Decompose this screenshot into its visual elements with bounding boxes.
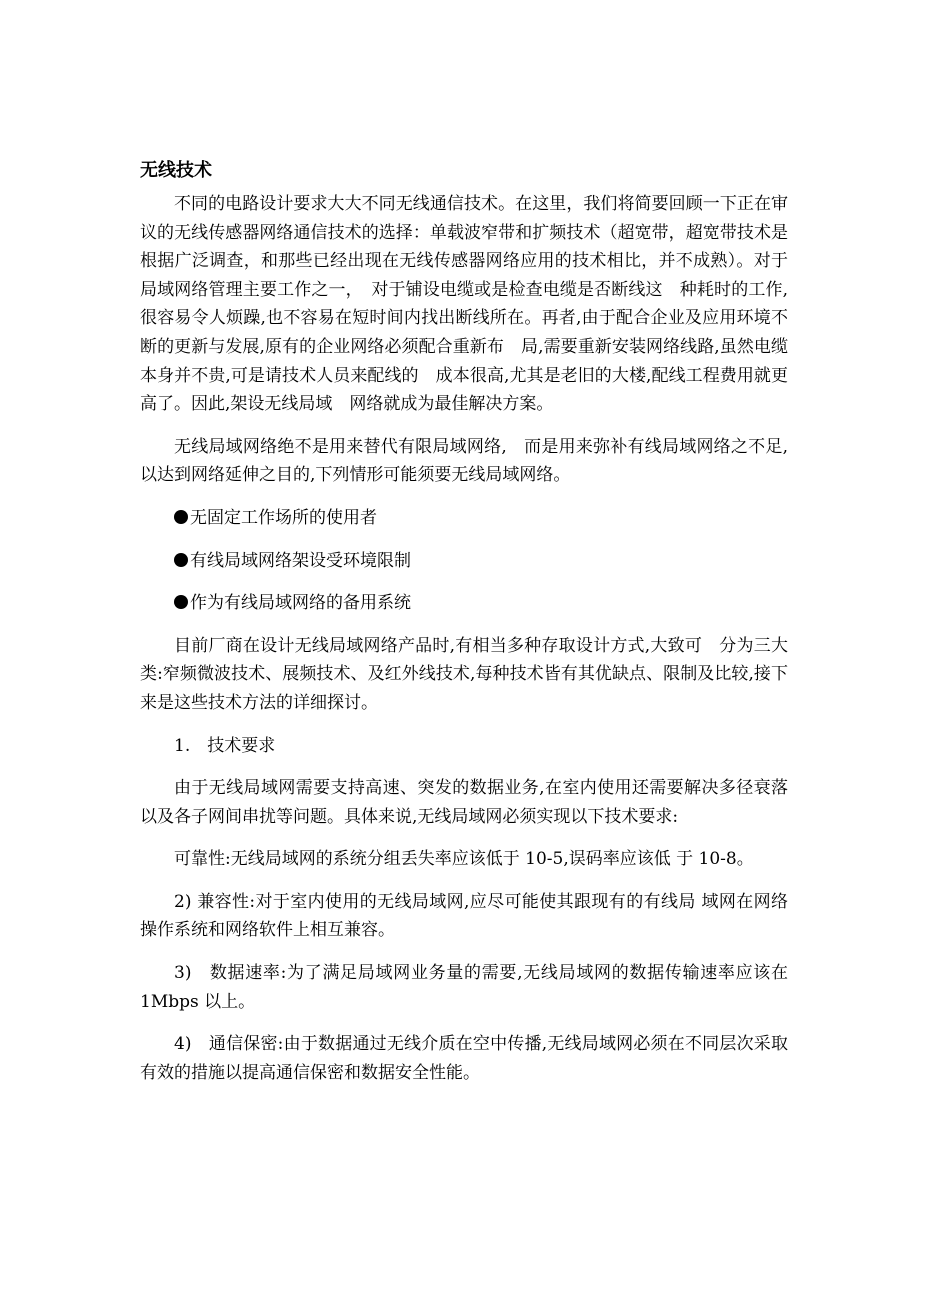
bullet-item [140, 589, 788, 618]
requirement-security: 4) 通信保密:由于数据通过无线介质在空中传播,无线局域网必须在不同层次采取有效的措施以提高通信保密和数据安全性能。 [140, 1034, 788, 1083]
document-title: 无线技术 [140, 160, 212, 181]
bullet-dot-icon [174, 510, 188, 524]
bullet-dot-icon [174, 553, 188, 567]
paragraph-wlan-purpose: 无线局域网络绝不是用来替代有限局域网络, 而是用来弥补有线局域网络之不足,以达到网络延伸之目的,下列情形可能须要无线局域网络。 [140, 436, 788, 486]
bullet-text: 有线局域网络架设受环境限制 [190, 550, 411, 571]
bullet-item [140, 547, 788, 576]
document-body [140, 158, 805, 1101]
paragraph-requirements-intro: 由于无线局域网需要支持高速、突发的数据业务,在室内使用还需要解决多径衰落以及各子网间串扰等问题。具体来说,无线局域网必须实现以下技术要求: [140, 778, 788, 827]
bullet-dot-icon [174, 595, 188, 609]
bullet-text: 作为有线局域网络的备用系统 [190, 593, 411, 614]
bullet-item [140, 504, 788, 533]
paragraph-overview: 不同的电路设计要求大大不同无线通信技术。在这里，我们将简要回顾一下正在审议的无线传感器网络通信技术的选择：单载波窄带和扩频技术（超宽带，超宽带技术是根据广泛调查，和那些已经出现在无线传感器网络应用的技术相比，并不成熟）。对于局域网络管理主要工作之一， 对于铺设电缆或是检查电缆是否断线这 种耗时的工作,很容易令人烦躁,也不容易在短时间内找出断线所在。再者,由于配合企业及应用环境不断的更新与发展,原有的企业网络必须配合重新布 局,需要重新安装网络线路,虽然电缆本身并不贵,可是请技术人员来配线的 成本很高,尤其是老旧的大楼,配线工程费用就更高了。因此,架设无线局域 网络就成为最佳解决方案。 [140, 194, 788, 415]
paragraph-technology-categories: 目前厂商在设计无线局域网络产品时,有相当多种存取设计方式,大致可 分为三大类:窄频微波技术、展频技术、及红外线技术,每种技术皆有其优缺点、限制及比较,接下来是这些技术方法的详细探讨。 [140, 635, 788, 713]
bullet-text: 无固定工作场所的使用者 [190, 507, 377, 528]
requirement-data-rate: 3) 数据速率:为了满足局域网业务量的需要,无线局域网的数据传输速率应该在 1Mbps 以上。 [140, 963, 805, 1012]
section-heading-requirements: 1. 技术要求 [174, 735, 276, 756]
requirement-reliability: 可靠性:无线局域网的系统分组丢失率应该低于 10-5,误码率应该低 于 10-8。 [174, 849, 754, 870]
requirement-compatibility: 2) 兼容性:对于室内使用的无线局域网,应尽可能使其跟现有的有线局 域网在网络操作系统和网络软件上相互兼容。 [140, 891, 788, 941]
